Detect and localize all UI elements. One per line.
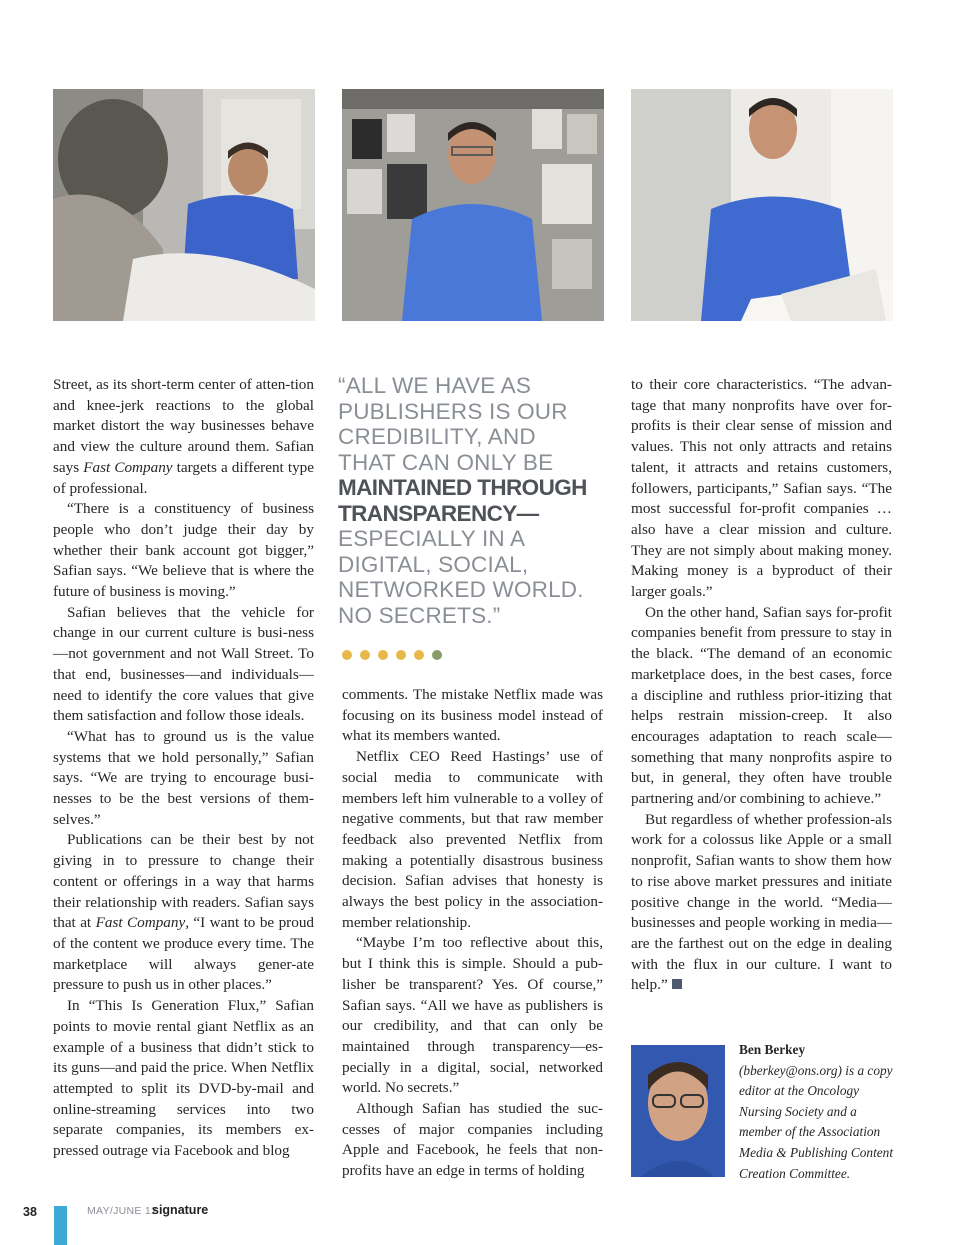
photo-office-meeting-image	[53, 89, 315, 321]
pull-quote-line: NETWORKED WORLD.	[338, 577, 584, 602]
decorative-dot	[342, 650, 352, 660]
decorative-dot	[396, 650, 406, 660]
photo-wall-of-covers	[342, 89, 604, 321]
pull-quote-line-emphasis: MAINTAINED THROUGH	[338, 475, 587, 500]
photo-office-meeting	[53, 89, 315, 321]
photo-seated-smiling	[631, 89, 893, 321]
col1-paragraph-4: “What has to ground us is the value systems that we hold personally,” Safian says. “We are trying to encourage busi-nesses to be the best versions of them-selves.”	[53, 727, 314, 828]
folio-accent-bar	[54, 1206, 67, 1245]
col1-p5-text-b: , “I want to be proud of the content we produce every time. The marketplace will always gener-ate pressure to push us in other places.”	[53, 914, 315, 994]
col1-p5-publication-name: Fast Company	[95, 914, 186, 932]
col1-p1-publication-name: Fast Company	[83, 458, 173, 476]
col3-paragraph-2: On the other hand, Safian says for-profit companies benefit from pressure to stay in the black. “The demand of an economic marketplace does, in the best cases, force a discipline and ruthless prior-itizing that helps restrain mission-creep. It also encourages adaptation to reach scale—something that many nonprofits aspire to but, in general, they often have trouble partnering and/or combining to achieve.”	[631, 603, 892, 808]
col2-paragraph-4: Although Safian has studied the suc-cesses of major companies including Apple and Facebook, he feels that non-profits have an edge in terms of holding	[342, 1100, 603, 1180]
pull-quote-line: PUBLISHERS IS OUR	[338, 398, 568, 424]
col1-paragraph-3: Safian believes that the vehicle for change in our current culture is busi-ness—not government and not Wall Street. To that end, businesses—and individuals—need to identify the core values that give them satisfaction and follow those ideals.	[53, 603, 314, 725]
col2-paragraph-3: “Maybe I’m too reflective about this, but I think this is simple. Should a pub-lisher be transparent? Yes. Of course,” Safian says. “All we have as publishers is our credibility, and that can only be maintained through transparency—es-pecially in a digital, social, networked world. No secrets.”	[342, 934, 603, 1097]
article-column-1	[53, 375, 314, 1162]
pull-quote-line: NO SECRETS.”	[338, 602, 501, 628]
pull-quote-line-emphasis: TRANSPARENCY—	[338, 500, 539, 526]
photo-wall-of-covers-image	[342, 89, 604, 321]
decorative-dot	[432, 650, 442, 660]
col1-p5-text-a: Publications can be their best by not giving in to pressure to change their content or offerings in a way that harms their relationship with readers. Safian says that at	[53, 831, 314, 932]
col1-paragraph-6: In “This Is Generation Flux,” Safian points to movie rental giant Netflix as an example of a business that didn’t stick to its guns—and paid the price. When Netflix attempted to split its DVD-by-mail and online-streaming services into two separate companies, its members ex-pressed outrage via Facebook and blog	[53, 997, 314, 1160]
article-column-2	[342, 685, 603, 1182]
col3-paragraph-1: to their core characteristics. “The advan-tage that many nonprofits have over for-profits is their clear sense of mission and values. This not only attracts and retains talent, it attracts and retains customers, followers, participants,” Safian says. “The most successful for-profit companies … also have a clear mission and culture. They are not simply about making money. Making money is a byproduct of their larger goals.”	[631, 376, 892, 601]
magazine-name: signature	[152, 1203, 209, 1217]
author-photo-image	[631, 1045, 725, 1177]
col1-paragraph-2: “There is a constituency of business people who don’t judge their day by whether their bank account got bigger,” Safian says. “We believe that is where the future of business is moving.”	[53, 500, 314, 601]
author-bio	[739, 1040, 899, 1184]
pull-quote-line: DIGITAL, SOCIAL,	[338, 551, 529, 577]
col1-paragraph-5	[53, 830, 314, 996]
photo-seated-smiling-image	[631, 89, 893, 321]
pull-quote	[338, 373, 613, 628]
decorative-dots	[342, 650, 442, 660]
decorative-dot	[378, 650, 388, 660]
col3-p3-text: But regardless of whether profession-als work for a colossus like Apple or a small nonprofit, Safian wants to show them how to rise above market pressures and initiate positive change in the world. “Media—businesses and people working in media—are the farthest out on the edge in dealing with the flux in our culture. I want to help.”	[631, 810, 892, 994]
pull-quote-line: ESPECIALLY IN A	[338, 526, 526, 551]
author-photo	[631, 1045, 725, 1177]
col2-paragraph-2: Netflix CEO Reed Hastings’ use of social media to communicate with members left him vulnerable to a volley of negative comments, but that raw member feedback also prevented Netflix from making a potentially disastrous business decision. Safian advises that honesty is always the best policy in the association-member relationship.	[342, 748, 603, 931]
col2-paragraph-1: comments. The mistake Netflix made was focusing on its business model instead of what its members wanted.	[342, 686, 603, 745]
decorative-dot	[360, 650, 370, 660]
col1-p1-text-a: Street, as its short-term center of atten-tion and knee-jerk reactions to the global market distort the way businesses behave and view the culture around them. Safian says	[53, 376, 314, 476]
pull-quote-line: “ALL WE HAVE AS	[338, 373, 532, 398]
author-bio-text: (bberkey@ons.org) is a copy editor at the Oncology Nursing Society and a member of the Association Media & Publishing Content Creation Committee.	[739, 1062, 894, 1181]
col1-paragraph-1	[53, 375, 314, 499]
pull-quote-line: CREDIBILITY, AND	[338, 424, 536, 449]
pull-quote-line: THAT CAN ONLY BE	[338, 449, 554, 475]
col1-p1-text-b: targets a different type of professional.	[53, 458, 315, 497]
col3-paragraph-3	[631, 810, 892, 996]
article-column-3	[631, 375, 892, 996]
decorative-dot	[414, 650, 424, 660]
page-number: 38	[23, 1205, 37, 1219]
issue-date: MAY/JUNE 12	[87, 1205, 158, 1217]
author-name: Ben Berkey	[739, 1042, 806, 1057]
end-mark-icon	[672, 979, 682, 989]
